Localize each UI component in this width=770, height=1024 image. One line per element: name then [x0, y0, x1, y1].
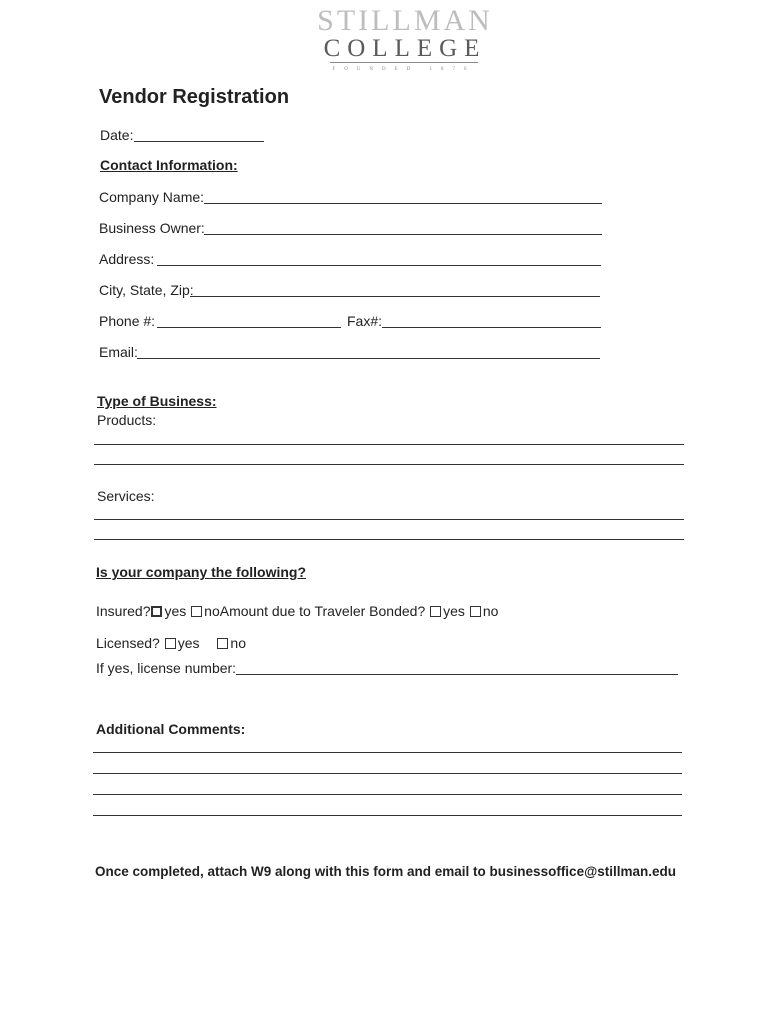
- city-state-zip-label: City, State, Zip:: [99, 282, 194, 298]
- form-title: Vendor Registration: [99, 86, 290, 108]
- amount-due-text: Amount due to Traveler: [219, 603, 366, 619]
- email-label: Email:: [99, 344, 138, 360]
- bonded-label: Bonded?: [369, 603, 426, 619]
- logo-divider: [330, 62, 478, 63]
- services-line-1[interactable]: [94, 519, 684, 520]
- company-name-label: Company Name:: [99, 189, 205, 205]
- company-name-field[interactable]: [204, 203, 602, 204]
- comments-line-3[interactable]: [93, 794, 682, 795]
- services-line-2[interactable]: [94, 539, 684, 540]
- license-number-field[interactable]: [236, 674, 678, 675]
- city-state-zip-field[interactable]: [190, 296, 600, 297]
- phone-label: Phone #:: [99, 313, 156, 329]
- address-label: Address:: [99, 251, 155, 267]
- contact-heading: Contact Information:: [100, 157, 238, 173]
- licensed-no-checkbox[interactable]: [217, 638, 228, 649]
- fax-label: Fax#:: [347, 313, 383, 329]
- products-label: Products:: [97, 412, 157, 428]
- date-field[interactable]: [134, 141, 264, 142]
- insured-no-label: no: [204, 603, 220, 619]
- address-field[interactable]: [157, 265, 601, 266]
- insured-no-checkbox[interactable]: [191, 606, 202, 617]
- bonded-no-checkbox[interactable]: [470, 606, 481, 617]
- business-type-heading: Type of Business:: [97, 393, 217, 409]
- insured-yes-label: yes: [164, 603, 187, 619]
- logo-top-text: STILLMAN: [317, 4, 493, 37]
- license-number-label: If yes, license number:: [96, 660, 237, 676]
- company-question-heading: Is your company the following?: [96, 564, 307, 580]
- comments-line-2[interactable]: [93, 773, 682, 774]
- comments-heading: Additional Comments:: [96, 721, 246, 737]
- insured-yes-checkbox[interactable]: [151, 606, 162, 617]
- licensed-row: [96, 635, 246, 651]
- date-label: Date:: [100, 127, 134, 143]
- licensed-label: Licensed?: [96, 635, 160, 651]
- licensed-no-label: no: [230, 635, 246, 651]
- comments-line-4[interactable]: [93, 815, 682, 816]
- services-label: Services:: [97, 488, 155, 504]
- email-field[interactable]: [137, 358, 600, 359]
- bonded-no-label: no: [482, 603, 499, 619]
- college-logo: [300, 4, 510, 72]
- insured-row: [96, 603, 498, 619]
- insured-label: Insured?: [96, 603, 151, 619]
- logo-tagline: FOUNDED 1876: [332, 67, 476, 72]
- products-line-1[interactable]: [94, 444, 684, 445]
- bonded-yes-label: yes: [443, 603, 465, 619]
- licensed-yes-label: yes: [177, 635, 200, 651]
- bonded-yes-checkbox[interactable]: [430, 606, 441, 617]
- logo-bottom-text: COLLEGE: [323, 35, 487, 62]
- footer-instruction: Once completed, attach W9 along with this form and email to businessoffice@stillman.edu: [95, 864, 677, 879]
- products-line-2[interactable]: [94, 464, 684, 465]
- business-owner-field[interactable]: [204, 234, 602, 235]
- comments-line-1[interactable]: [93, 752, 682, 753]
- phone-field[interactable]: [157, 327, 341, 328]
- licensed-yes-checkbox[interactable]: [165, 638, 176, 649]
- fax-field[interactable]: [382, 327, 601, 328]
- business-owner-label: Business Owner:: [99, 220, 205, 236]
